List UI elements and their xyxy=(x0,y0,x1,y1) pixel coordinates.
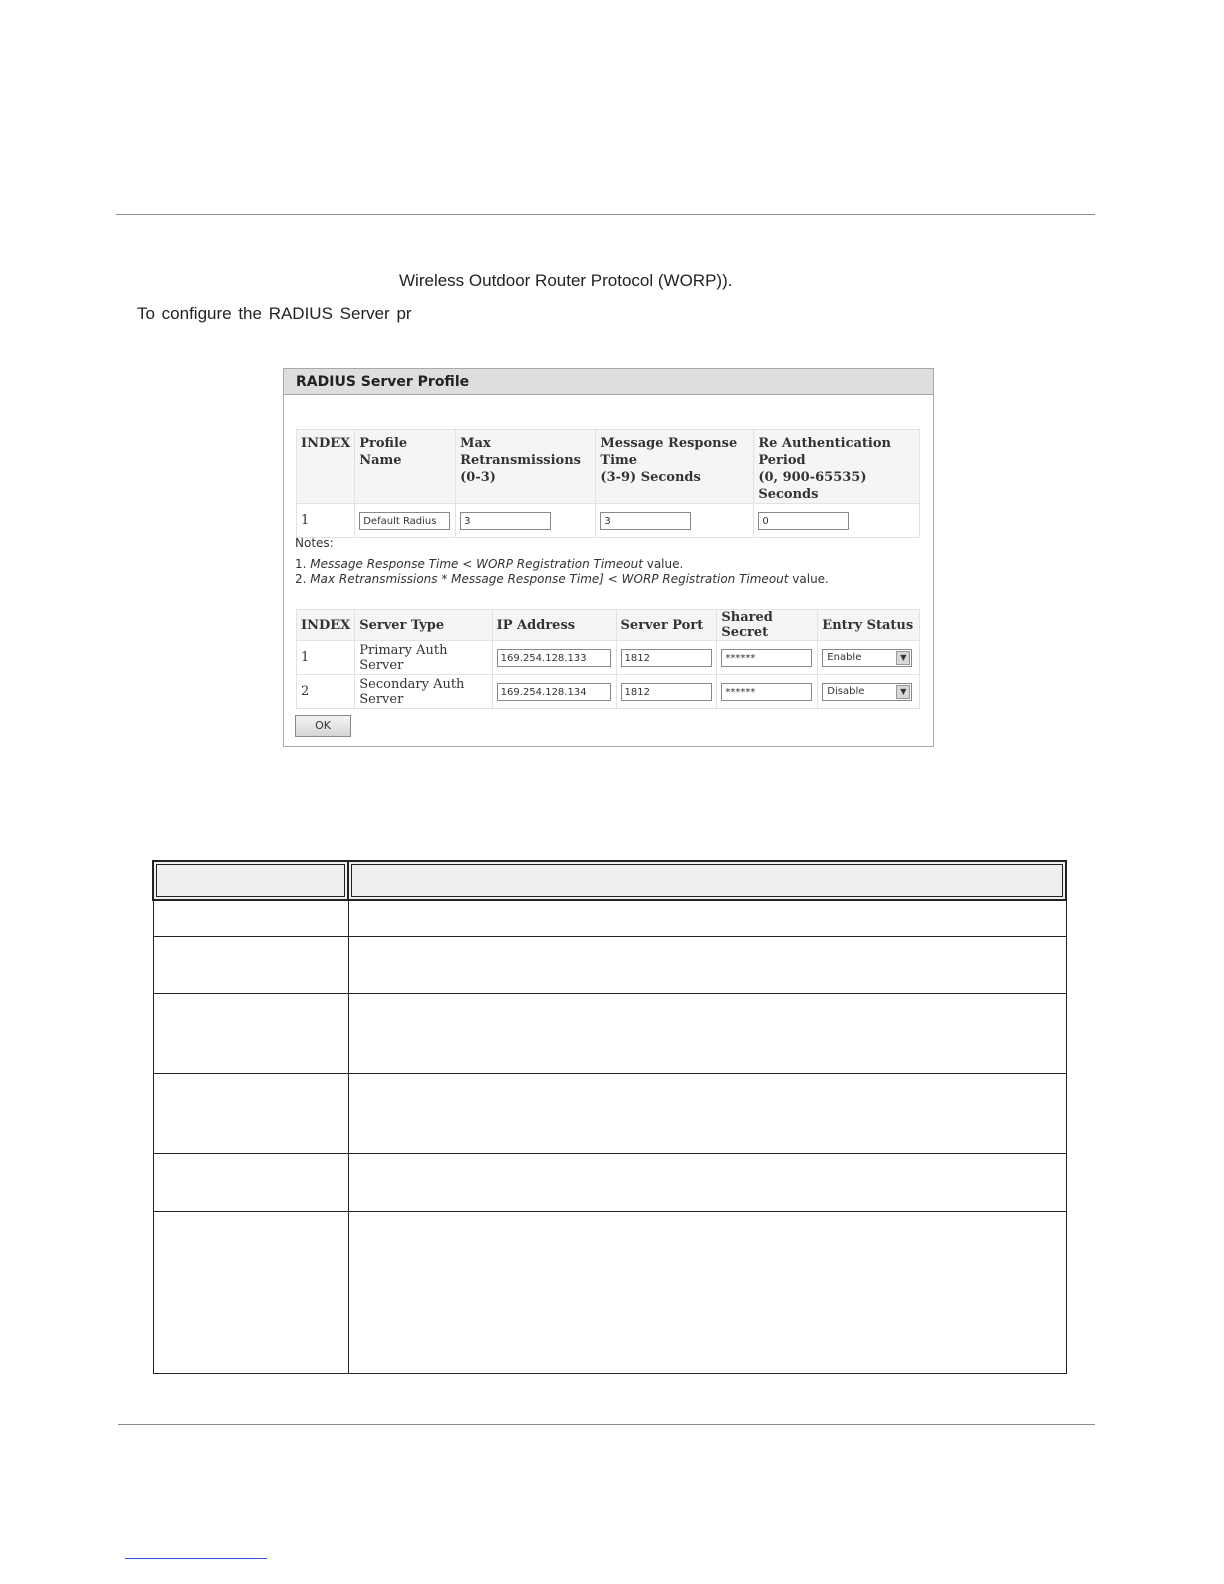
header-cell xyxy=(348,861,1066,900)
header-server-port: Server Port xyxy=(616,610,717,641)
entry-status-value: Disable xyxy=(827,685,865,697)
profile-table-header xyxy=(297,430,920,504)
shared-secret-input[interactable]: ****** xyxy=(721,683,812,701)
parameter-cell xyxy=(153,1153,348,1211)
parameter-cell xyxy=(153,1211,348,1373)
notes-title: Notes: xyxy=(295,536,334,550)
description-cell xyxy=(348,1153,1066,1211)
parameter-table-header xyxy=(153,861,1066,900)
max-retx-cell xyxy=(456,504,596,538)
shared-secret-input[interactable]: ****** xyxy=(721,649,812,667)
header-shared-secret: Shared Secret xyxy=(717,610,818,641)
header-reauth-l3: (0, 900-65535) Seconds xyxy=(758,470,867,502)
header-max-retx-l2: Retransmissions xyxy=(460,453,581,468)
parameter-cell xyxy=(153,936,348,993)
header-cell xyxy=(153,861,348,900)
entry-status-select[interactable] xyxy=(822,649,912,667)
footer-rule xyxy=(118,1424,1095,1425)
description-cell xyxy=(348,1073,1066,1153)
secret-cell xyxy=(717,675,818,709)
note-1-italic: Message Response Time < WORP Registration Timeout xyxy=(310,557,643,571)
header-max-retx-l3: (0-3) xyxy=(460,470,496,485)
table-row xyxy=(153,936,1066,993)
msg-resp-cell xyxy=(596,504,754,538)
table-row xyxy=(297,641,920,675)
header-msg-resp-l2: Time xyxy=(600,453,638,468)
port-cell xyxy=(616,641,717,675)
table-row xyxy=(153,1153,1066,1211)
entry-status-value: Enable xyxy=(827,651,862,663)
server-index: 1 xyxy=(297,641,355,675)
header-server-index: INDEX xyxy=(297,610,355,641)
header-max-retx-l1: Max xyxy=(460,436,491,451)
notes xyxy=(295,536,829,587)
chevron-down-icon[interactable]: ▼ xyxy=(896,651,910,665)
intro-text-line-2: To configure the RADIUS Server pr xyxy=(137,304,412,323)
header-profile-name: Profile Name xyxy=(355,430,456,504)
ip-address-input[interactable]: 169.254.128.134 xyxy=(497,683,611,701)
server-type: Secondary Auth Server xyxy=(355,675,492,709)
intro-text-line-1: Wireless Outdoor Router Protocol (WORP)). xyxy=(399,271,733,290)
parameter-cell xyxy=(153,900,348,936)
server-port-input[interactable]: 1812 xyxy=(621,683,712,701)
reauth-period-input[interactable]: 0 xyxy=(758,512,849,530)
header-entry-status: Entry Status xyxy=(818,610,920,641)
table-row xyxy=(153,993,1066,1073)
server-port-input[interactable]: 1812 xyxy=(621,649,712,667)
server-type: Primary Auth Server xyxy=(355,641,492,675)
profile-name-input[interactable]: Default Radius xyxy=(359,512,450,530)
header-reauth-l1: Re Authentication xyxy=(758,436,891,451)
header-max-retransmissions xyxy=(456,430,596,504)
profile-name-cell xyxy=(355,504,456,538)
profile-table xyxy=(296,429,920,538)
port-cell xyxy=(616,675,717,709)
header-rule xyxy=(116,214,1095,215)
status-cell xyxy=(818,641,920,675)
footer-link-underline xyxy=(125,1558,267,1559)
ok-button[interactable]: OK xyxy=(295,715,351,737)
parameter-cell xyxy=(153,1073,348,1153)
server-table-header xyxy=(297,610,920,641)
note-2-italic: Max Retransmissions * Message Response Time] < WORP Registration Timeout xyxy=(310,572,789,586)
table-row xyxy=(297,675,920,709)
header-ip-address: IP Address xyxy=(492,610,616,641)
note-1-tail: value. xyxy=(642,557,684,571)
note-2 xyxy=(295,572,829,587)
table-row xyxy=(153,1211,1066,1373)
reauth-cell xyxy=(754,504,920,538)
header-index: INDEX xyxy=(297,430,355,504)
header-reauth-period xyxy=(754,430,920,504)
header-msg-resp-l1: Message Response xyxy=(600,436,738,451)
note-2-num: 2. xyxy=(295,572,307,586)
parameter-table xyxy=(152,860,1067,1374)
message-response-time-input[interactable]: 3 xyxy=(600,512,691,530)
secret-cell xyxy=(717,641,818,675)
header-msg-resp-l3: (3-9) Seconds xyxy=(600,470,701,485)
ip-cell xyxy=(492,675,616,709)
status-cell xyxy=(818,675,920,709)
ip-address-input[interactable]: 169.254.128.133 xyxy=(497,649,611,667)
panel-title: RADIUS Server Profile xyxy=(284,369,933,395)
max-retransmissions-input[interactable]: 3 xyxy=(460,512,551,530)
description-cell xyxy=(348,993,1066,1073)
note-2-tail: value. xyxy=(788,572,829,586)
chevron-down-icon[interactable]: ▼ xyxy=(896,685,910,699)
description-cell xyxy=(348,1211,1066,1373)
server-table xyxy=(296,609,920,709)
radius-server-profile-panel xyxy=(283,368,934,747)
profile-index: 1 xyxy=(297,504,355,538)
table-row xyxy=(153,1073,1066,1153)
note-1 xyxy=(295,557,829,572)
header-message-response-time xyxy=(596,430,754,504)
description-cell xyxy=(348,936,1066,993)
profile-row xyxy=(297,504,920,538)
ip-cell xyxy=(492,641,616,675)
entry-status-select[interactable] xyxy=(822,683,912,701)
parameter-cell xyxy=(153,993,348,1073)
table-row xyxy=(153,900,1066,936)
header-reauth-l2: Period xyxy=(758,453,806,468)
header-server-type: Server Type xyxy=(355,610,492,641)
server-index: 2 xyxy=(297,675,355,709)
note-1-num: 1. xyxy=(295,557,307,571)
description-cell xyxy=(348,900,1066,936)
